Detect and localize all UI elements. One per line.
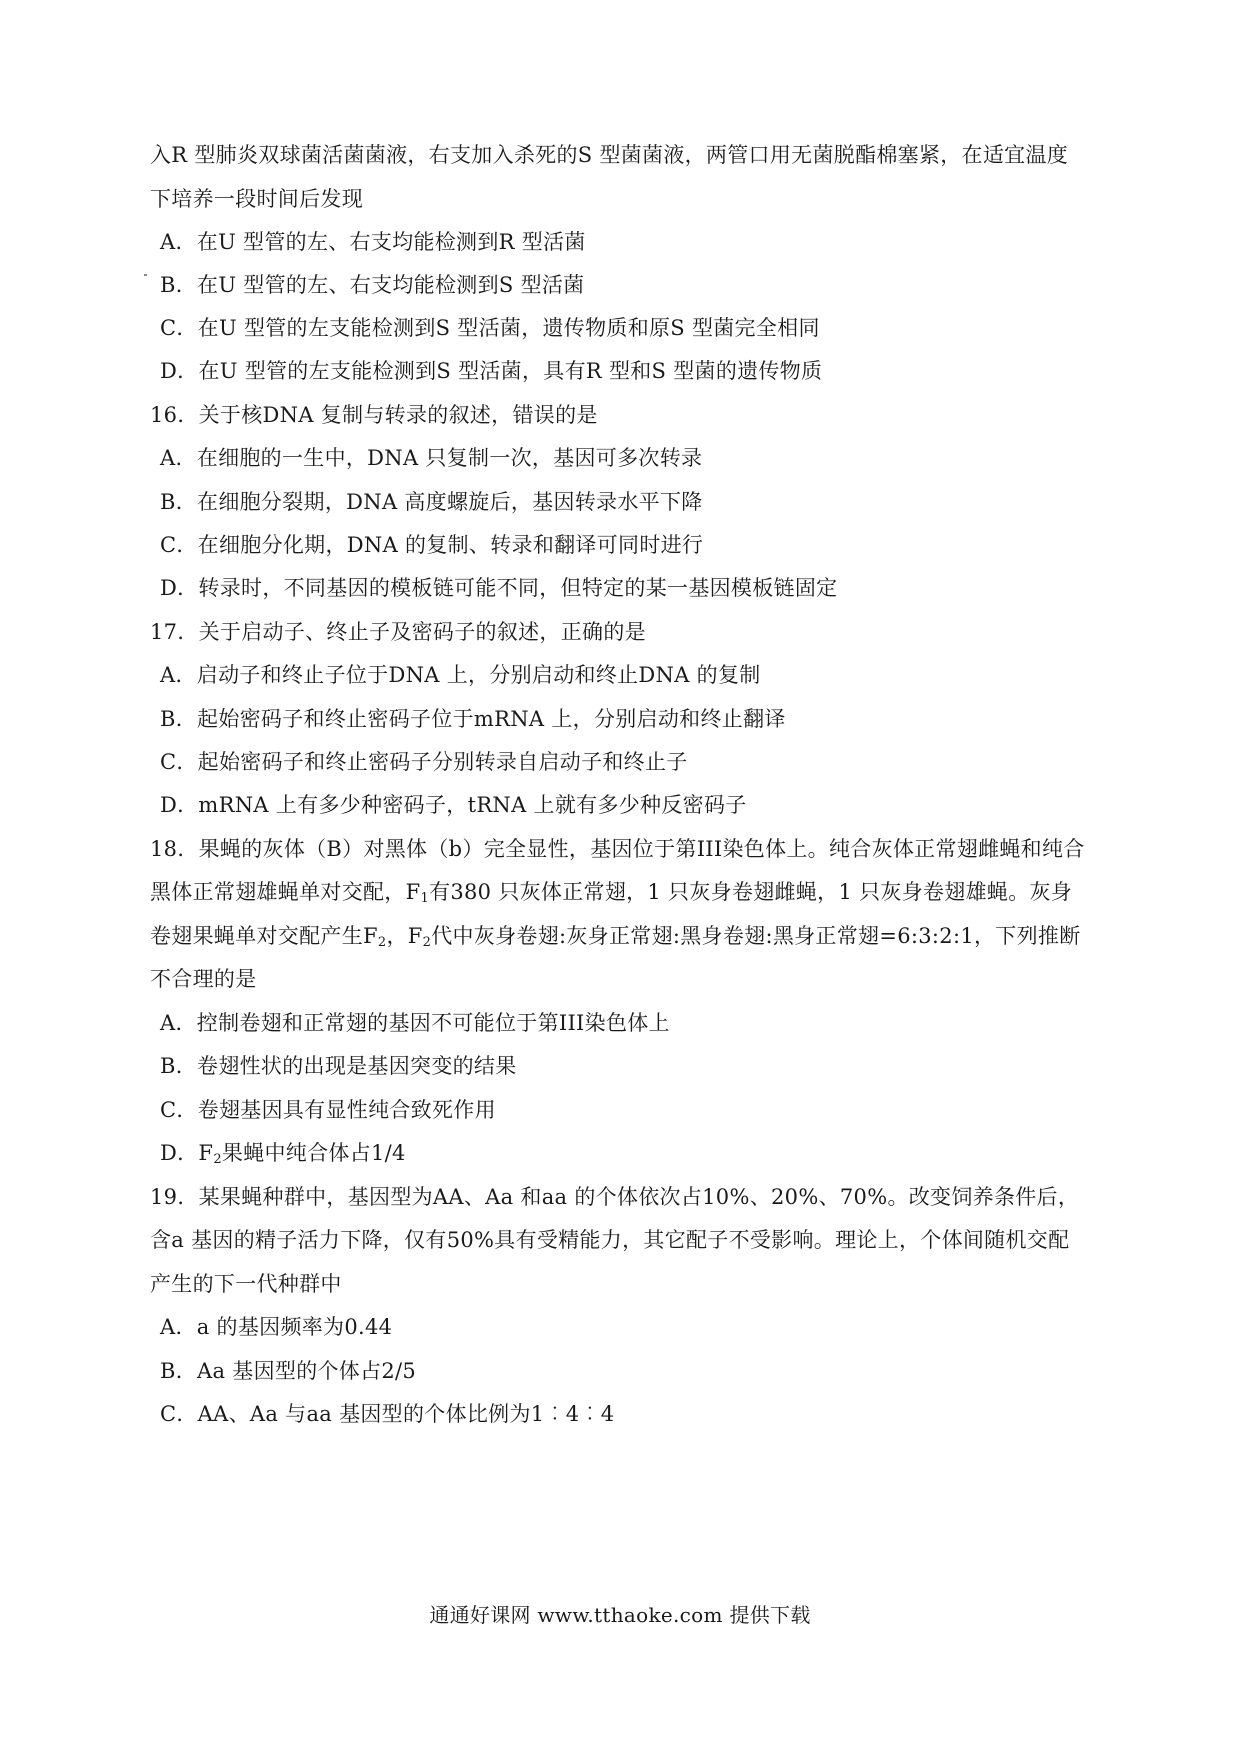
question-18-stem: 黑体正常翅雄蝇单对交配，$F_1$有380 只灰体正常翅，1 只灰身卷翅雌蝇，1 只灰身卷翅雄蝇。灰身	[150, 880, 1073, 906]
question-19-stem: 产生的下一代种群中	[150, 1272, 342, 1296]
option-d: D．$F_2$果蝇中纯合体占1/4	[160, 1141, 406, 1167]
question-18-stem: 18．果蝇的灰体（B）对黑体（b）完全显性，基因位于第III染色体上。纯合灰体正常翅雌蝇和纯合	[150, 837, 1085, 861]
option-c: C．在细胞分化期，DNA 的复制、转录和翻译可同时进行	[160, 533, 704, 557]
question-18-stem: 不合理的是	[150, 967, 257, 991]
speck-mark	[144, 274, 147, 276]
option-a: A．控制卷翅和正常翅的基因不可能位于第III染色体上	[160, 1011, 670, 1035]
option-d: D．在U 型管的左支能检测到S 型活菌，具有R 型和S 型菌的遗传物质	[160, 359, 823, 383]
question-19-stem: 含a 基因的精子活力下降，仅有50%具有受精能力，其它配子不受影响。理论上，个体间随机交配	[150, 1228, 1070, 1252]
option-c: C．在U 型管的左支能检测到S 型活菌，遗传物质和原S 型菌完全相同	[160, 316, 820, 340]
question-17-stem: 17．关于启动子、终止子及密码子的叙述，正确的是	[150, 620, 646, 644]
continued-question-text: 入R 型肺炎双球菌活菌菌液，右支加入杀死的S 型菌菌液，两管口用无菌脱酯棉塞紧，在适宜温度	[150, 143, 1069, 167]
question-18-stem: 卷翅果蝇单对交配产生$F_2$，$F_2$代中灰身卷翅:灰身正常翅:黑身卷翅:黑身正常翅=6:3:2:1，下列推断	[150, 924, 1081, 950]
continued-question-text: 下培养一段时间后发现	[150, 187, 363, 211]
option-c: C．起始密码子和终止密码子分别转录自启动子和终止子	[160, 750, 688, 774]
option-c: C．卷翅基因具有显性纯合致死作用	[160, 1098, 496, 1122]
option-a: A．在细胞的一生中，DNA 只复制一次，基因可多次转录	[160, 446, 703, 470]
question-16-stem: 16．关于核DNA 复制与转录的叙述，错误的是	[150, 403, 598, 427]
option-b: B．在细胞分裂期，DNA 高度螺旋后，基因转录水平下降	[160, 490, 703, 514]
option-b: B．Aa 基因型的个体占2/5	[160, 1359, 417, 1383]
option-b: B．在U 型管的左、右支均能检测到S 型活菌	[160, 273, 585, 297]
option-d: D．mRNA 上有多少种密码子，tRNA 上就有多少种反密码子	[160, 793, 747, 817]
option-d: D．转录时，不同基因的模板链可能不同，但特定的某一基因模板链固定	[160, 576, 838, 600]
option-a: A．启动子和终止子位于DNA 上，分别启动和终止DNA 的复制	[160, 663, 761, 687]
option-a: A．在U 型管的左、右支均能检测到R 型活菌	[160, 230, 586, 254]
question-19-stem: 19．某果蝇种群中，基因型为AA、Aa 和aa 的个体依次占10%、20%、70%。改变饲养条件后，	[150, 1185, 1080, 1209]
page-footer: 通通好课网 www.tthaoke.com 提供下载	[429, 1603, 811, 1627]
option-c: C．AA、Aa 与aa 基因型的个体比例为1︰4︰4	[160, 1402, 615, 1426]
option-b: B．起始密码子和终止密码子位于mRNA 上，分别启动和终止翻译	[160, 707, 786, 731]
option-b: B．卷翅性状的出现是基因突变的结果	[160, 1054, 517, 1078]
option-a: A．a 的基因频率为0.44	[160, 1315, 393, 1339]
